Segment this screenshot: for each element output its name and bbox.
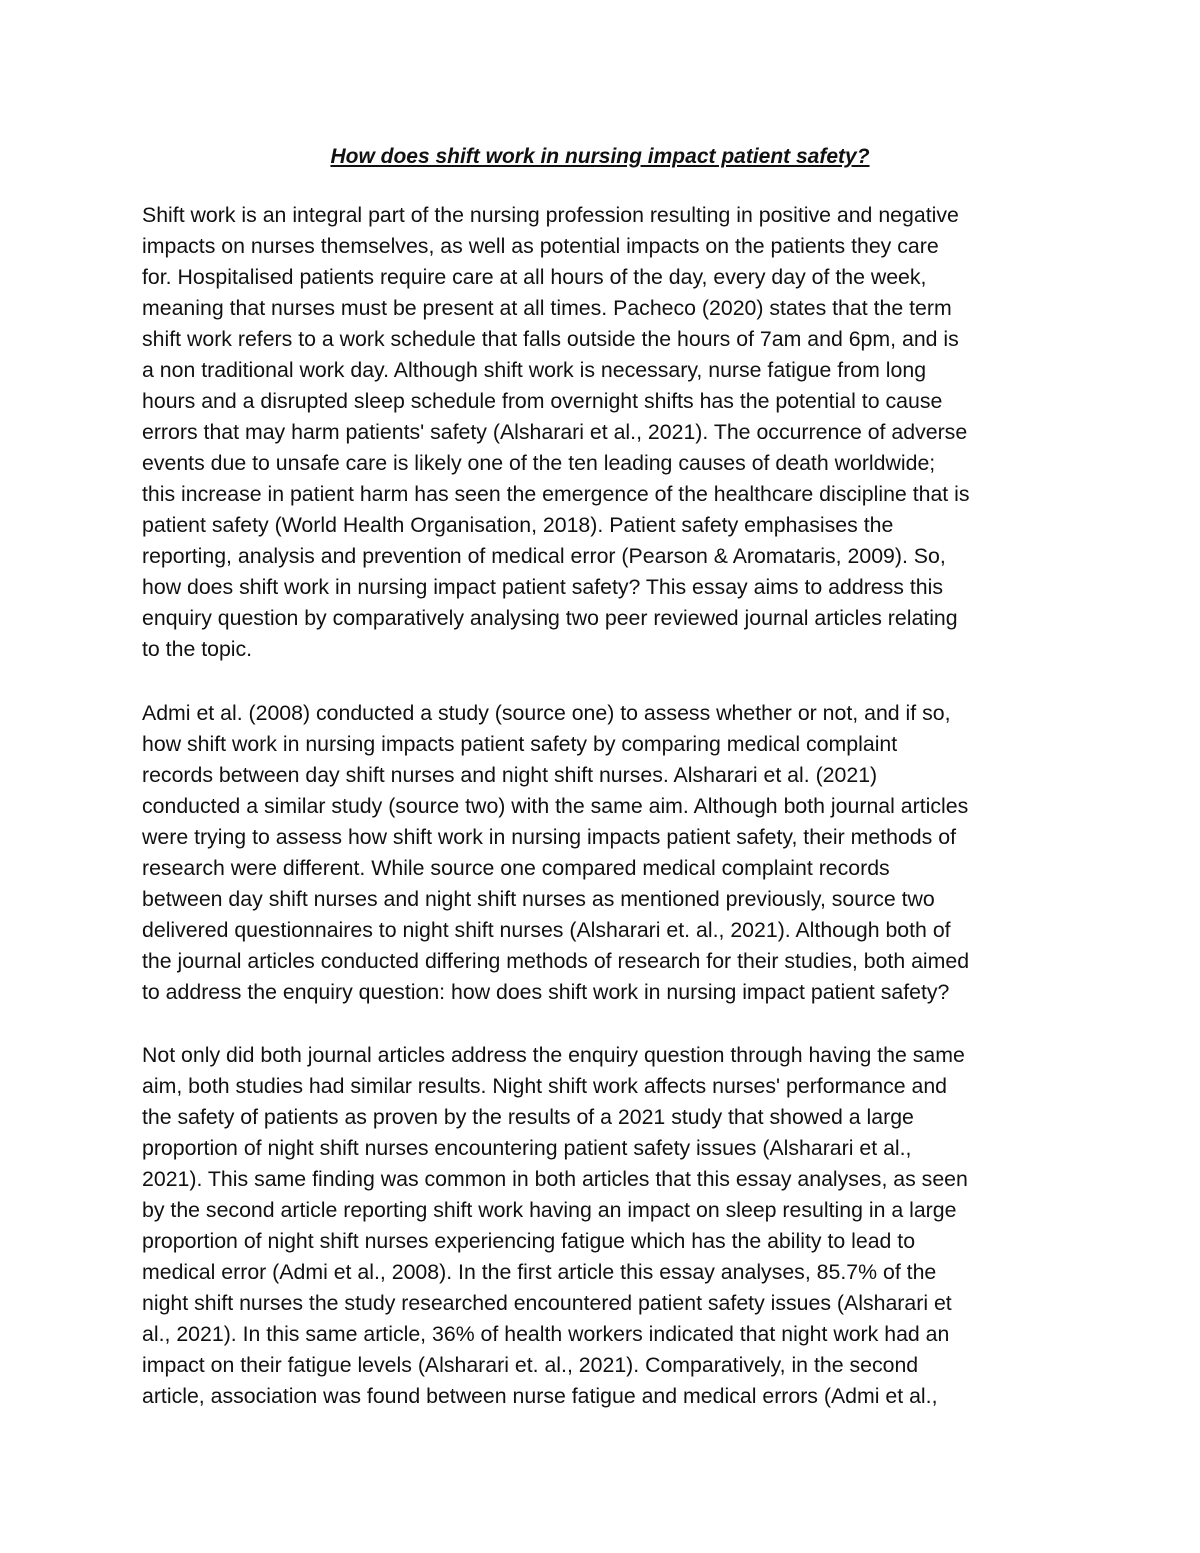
text-line: impacts on nurses themselves, as well as potential impacts on the patients they care bbox=[142, 234, 939, 258]
text-line: proportion of night shift nurses encountering patient safety issues (Alsharari et al., bbox=[142, 1136, 912, 1160]
text-line: delivered questionnaires to night shift nurses (Alsharari et. al., 2021). Although both of bbox=[142, 918, 951, 942]
text-line: hours and a disrupted sleep schedule from overnight shifts has the potential to cause bbox=[142, 389, 943, 413]
text-line: shift work refers to a work schedule that falls outside the hours of 7am and 6pm, and is bbox=[142, 327, 959, 351]
text-line: by the second article reporting shift work having an impact on sleep resulting in a large bbox=[142, 1198, 957, 1222]
text-line: this increase in patient harm has seen the emergence of the healthcare discipline that is bbox=[142, 482, 970, 506]
text-line: to address the enquiry question: how does shift work in nursing impact patient safety? bbox=[142, 980, 950, 1004]
text-line: a non traditional work day. Although shift work is necessary, nurse fatigue from long bbox=[142, 358, 927, 382]
text-line: to the topic. bbox=[142, 637, 253, 661]
text-line: the safety of patients as proven by the results of a 2021 study that showed a large bbox=[142, 1105, 914, 1129]
text-line: were trying to assess how shift work in nursing impacts patient safety, their methods of bbox=[142, 825, 956, 849]
text-line: how shift work in nursing impacts patient safety by comparing medical complaint bbox=[142, 732, 898, 756]
text-line: records between day shift nurses and night shift nurses. Alsharari et al. (2021) bbox=[142, 763, 878, 787]
text-line: night shift nurses the study researched encountered patient safety issues (Alsharari et bbox=[142, 1291, 952, 1315]
text-line: impact on their fatigue levels (Alsharari et. al., 2021). Comparatively, in the second bbox=[142, 1353, 919, 1377]
text-line: between day shift nurses and night shift nurses as mentioned previously, source two bbox=[142, 887, 935, 911]
text-line: how does shift work in nursing impact patient safety? This essay aims to address this bbox=[142, 575, 943, 599]
text-line: article, association was found between nurse fatigue and medical errors (Admi et al., bbox=[142, 1384, 938, 1408]
paragraph-methods bbox=[142, 698, 1082, 1008]
text-line: events due to unsafe care is likely one of the ten leading causes of death worldwide; bbox=[142, 451, 936, 475]
text-line: 2021). This same finding was common in both articles that this essay analyses, as seen bbox=[142, 1167, 968, 1191]
text-line: the journal articles conducted differing methods of research for their studies, both aimed bbox=[142, 949, 970, 973]
text-line: reporting, analysis and prevention of medical error (Pearson & Aromataris, 2009). So, bbox=[142, 544, 946, 568]
text-line: proportion of night shift nurses experiencing fatigue which has the ability to lead to bbox=[142, 1229, 916, 1253]
text-line: meaning that nurses must be present at all times. Pacheco (2020) states that the term bbox=[142, 296, 952, 320]
text-line: patient safety (World Health Organisation, 2018). Patient safety emphasises the bbox=[142, 513, 894, 537]
text-line: Admi et al. (2008) conducted a study (source one) to assess whether or not, and if so, bbox=[142, 701, 951, 725]
paragraph-results bbox=[142, 1040, 1082, 1412]
text-line: Not only did both journal articles address the enquiry question through having the same bbox=[142, 1043, 965, 1067]
text-line: for. Hospitalised patients require care at all hours of the day, every day of the week, bbox=[142, 265, 927, 289]
text-line: errors that may harm patients' safety (Alsharari et al., 2021). The occurrence of adverse bbox=[142, 420, 968, 444]
text-line: research were different. While source one compared medical complaint records bbox=[142, 856, 890, 880]
text-line: al., 2021). In this same article, 36% of health workers indicated that night work had an bbox=[142, 1322, 950, 1346]
text-line: conducted a similar study (source two) with the same aim. Although both journal articles bbox=[142, 794, 969, 818]
text-line: medical error (Admi et al., 2008). In the first article this essay analyses, 85.7% of the bbox=[142, 1260, 937, 1284]
essay-title: How does shift work in nursing impact patient safety? bbox=[330, 145, 870, 168]
paragraph-introduction bbox=[142, 200, 1082, 665]
text-line: enquiry question by comparatively analysing two peer reviewed journal articles relating bbox=[142, 606, 958, 630]
text-line: aim, both studies had similar results. Night shift work affects nurses' performance and bbox=[142, 1074, 948, 1098]
text-line: Shift work is an integral part of the nursing profession resulting in positive and negative bbox=[142, 203, 959, 227]
